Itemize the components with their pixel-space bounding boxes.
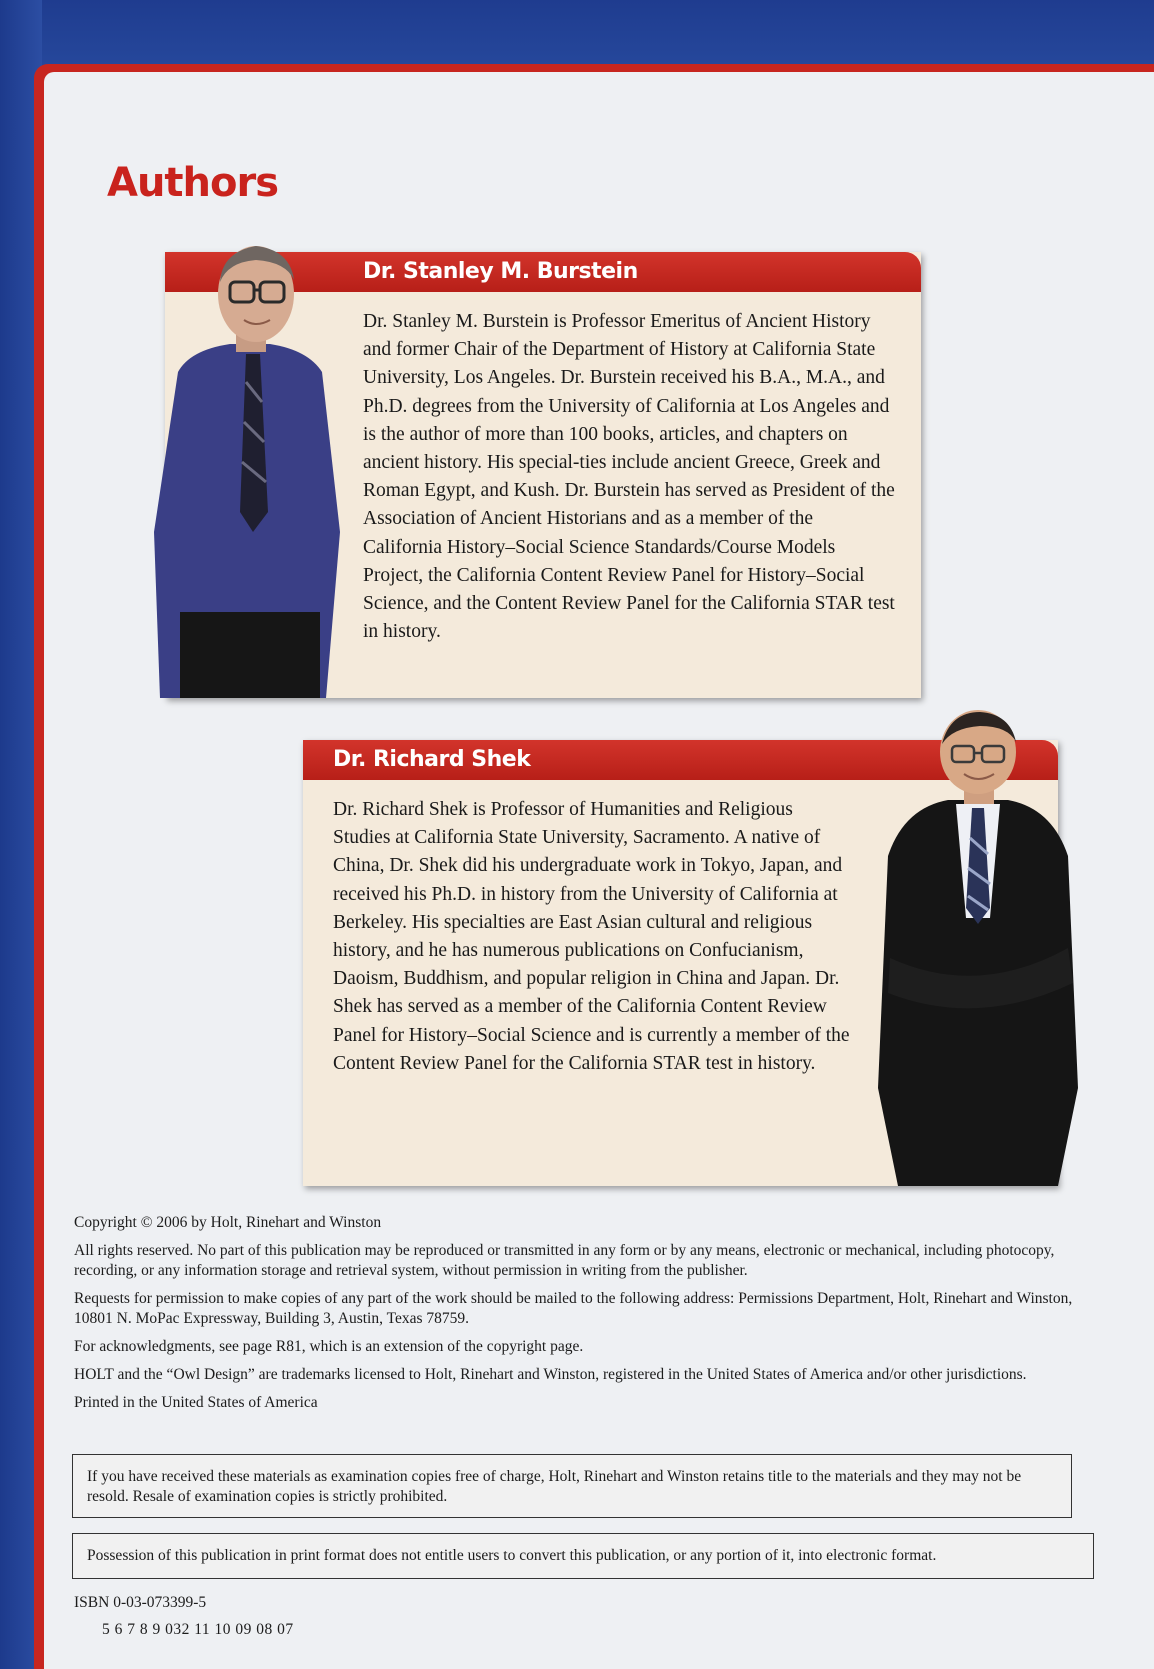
author-photo-burstein (150, 232, 350, 698)
page-title: Authors (107, 160, 279, 206)
trademarks: HOLT and the “Owl Design” are trademarks licensed to Holt, Rinehart and Winston, registered in the United States of America and/or other jurisdictions. (74, 1366, 1027, 1383)
copyright-block (74, 1213, 1084, 1421)
possession-notice: Possession of this publication in print format does not entitle users to convert this publication, or any portion of it, into electronic format. (72, 1533, 1094, 1579)
author-name: Dr. Stanley M. Burstein (363, 259, 638, 284)
cover-top-band (0, 0, 1154, 70)
exam-copy-notice: If you have received these materials as examination copies free of charge, Holt, Rinehart and Winston retains title to the materials and they may not be resold. Resale of examination copies is strictly prohibited. (72, 1454, 1072, 1518)
copyright-line: Copyright © 2006 by Holt, Rinehart and Winston (74, 1214, 382, 1231)
isbn: ISBN 0-03-073399-5 (74, 1594, 207, 1611)
print-line: 5 6 7 8 9 032 11 10 09 08 07 (102, 1621, 294, 1638)
permissions-requests: Requests for permission to make copies of any part of the work should be mailed to the following address: Permissions Department, Holt, Rinehart and Winston, 10801 N. MoPac Expressway, Building 3, Austin, Texas 78759. (74, 1290, 1073, 1327)
author-bio: Dr. Stanley M. Burstein is Professor Emeritus of Ancient History and former Chair of the Department of History at California State University, Los Angeles. Dr. Burstein received his B.A., M.A., and Ph.D. degrees from the University of California at Los Angeles and is the author of more than 100 books, articles, and chapters on ancient history. His special-ties include ancient Greece, Greek and Roman Egypt, and Kush. Dr. Burstein has served as President of the Association of Ancient Historians and as a member of the California History–Social Science Standards/Course Models Project, the California Content Review Panel for History–Social Science, and the Content Review Panel for the California STAR test in history. (363, 311, 895, 643)
acknowledgments: For acknowledgments, see page R81, which is an extension of the copyright page. (74, 1338, 584, 1355)
author-name: Dr. Richard Shek (333, 747, 531, 772)
rights-reserved: All rights reserved. No part of this publication may be reproduced or transmitted in any form or by any means, electronic or mechanical, including photocopy, recording, or any information storage and retrieval system, without permission in writing from the publisher. (74, 1242, 1055, 1279)
author-photo-shek (868, 708, 1088, 1186)
printed-in: Printed in the United States of America (74, 1394, 318, 1411)
author-bio: Dr. Richard Shek is Professor of Humanities and Religious Studies at California State University, Sacramento. A native of China, Dr. Shek did his undergraduate work in Tokyo, Japan, and received his Ph.D. in history from the University of California at Berkeley. His specialties are East Asian cultural and religious history, and he has numerous publications on Confucianism, Daoism, Buddhism, and popular religion in China and Japan. Dr. Shek has served as a member of the California Content Review Panel for History–Social Science and is currently a member of the Content Review Panel for the California STAR test in history. (333, 799, 850, 1074)
